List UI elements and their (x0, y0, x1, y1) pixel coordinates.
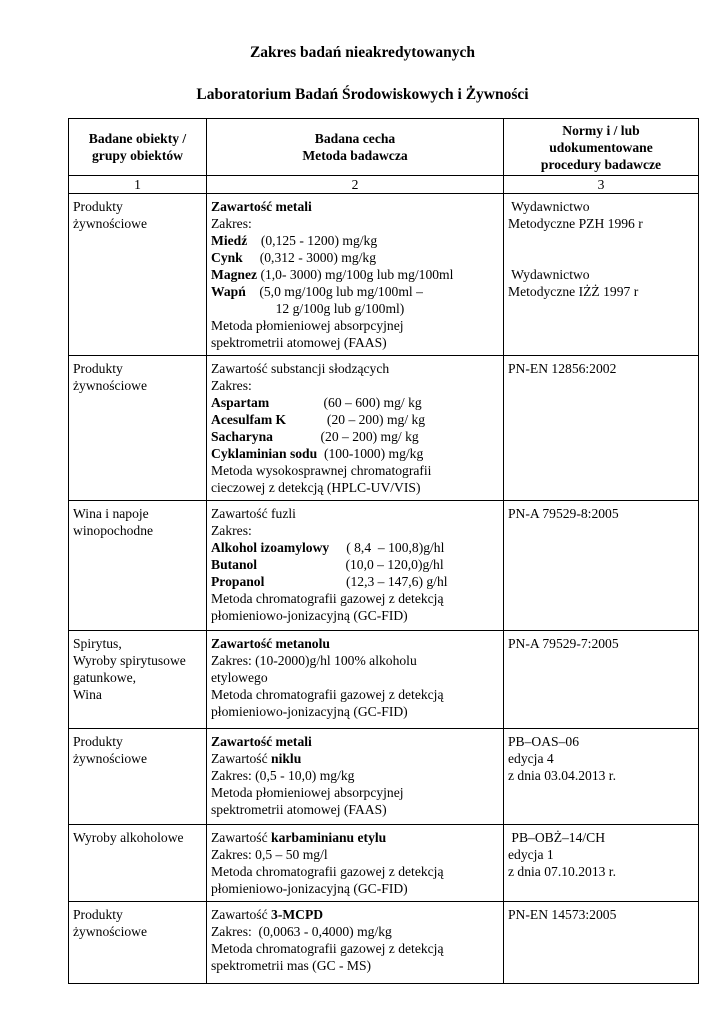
feature-line (211, 411, 499, 428)
object-line: żywnościowe (73, 216, 147, 231)
feature-line (211, 198, 499, 215)
feature-bold-text: Butanol (211, 557, 258, 572)
feature-line (211, 317, 499, 334)
feature-line (211, 428, 499, 445)
feature-cell (207, 356, 504, 501)
column-number-row (69, 176, 699, 194)
feature-bold-text: Zawartość metanolu (211, 636, 330, 651)
feature-text: Zawartość substancji słodzących (211, 361, 390, 376)
object-line: Produkty (73, 199, 123, 214)
feature-bold-text: Propanol (211, 574, 265, 589)
feature-text: (1,0- 3000) mg/100g lub mg/100ml (257, 267, 454, 282)
feature-text: Zakres: (0,5 - 10,0) mg/kg (211, 768, 355, 783)
object-line: winopochodne (73, 523, 154, 538)
feature-text: Zakres: (0,0063 - 0,4000) mg/kg (211, 924, 392, 939)
column-number: 1 (69, 176, 207, 194)
column-number: 3 (504, 176, 699, 194)
feature-text: płomieniowo-jonizacyjną (GC-FID) (211, 704, 408, 719)
feature-line (211, 590, 499, 607)
feature-bold-text: Aspartam (211, 395, 270, 410)
header-objects-line1: Badane obiekty / (88, 131, 187, 146)
object-line: Produkty (73, 361, 123, 376)
norm-line: Metodyczne PZH 1996 r (508, 216, 643, 231)
norm-line: z dnia 03.04.2013 r. (508, 768, 616, 783)
object-line: Produkty (73, 734, 123, 749)
norm-cell (504, 501, 699, 631)
norm-line: PB–OBŻ–14/CH (508, 830, 606, 845)
feature-text: płomieniowo-jonizacyjną (GC-FID) (211, 608, 408, 623)
norm-cell (504, 825, 699, 902)
norm-spacer (508, 249, 692, 266)
feature-bold-text: Alkohol izoamylowy (211, 540, 330, 555)
table-row (69, 501, 699, 631)
table-row (69, 729, 699, 825)
feature-bold-text: 3-MCPD (271, 907, 324, 922)
feature-text: Zawartość (211, 907, 272, 922)
feature-line (211, 880, 499, 897)
feature-line (211, 505, 499, 522)
feature-text: Metoda chromatografii gazowej z detekcją (211, 941, 444, 956)
object-line: żywnościowe (73, 751, 147, 766)
norm-cell (504, 729, 699, 825)
feature-line (211, 539, 499, 556)
object-cell (69, 729, 207, 825)
feature-bold-text: Zawartość metali (211, 734, 312, 749)
feature-line (211, 733, 499, 750)
feature-bold-text: Cynk (211, 250, 243, 265)
header-norms (504, 119, 699, 176)
feature-text: Zakres: (10-2000)g/hl 100% alkoholu (211, 653, 417, 668)
table-header-row (69, 119, 699, 176)
table-row (69, 631, 699, 729)
norm-line: PN-EN 12856:2002 (508, 361, 617, 376)
feature-line (211, 283, 499, 300)
scope-table (68, 118, 699, 984)
feature-cell (207, 729, 504, 825)
norm-line: PB–OAS–06 (508, 734, 580, 749)
feature-line (211, 445, 499, 462)
feature-text: Zawartość (211, 830, 272, 845)
norm-line: z dnia 07.10.2013 r. (508, 864, 616, 879)
object-cell (69, 194, 207, 356)
feature-line (211, 784, 499, 801)
feature-text: Zakres: (211, 216, 252, 231)
feature-text: ( 8,4 – 100,8)g/hl (329, 540, 445, 555)
object-cell (69, 501, 207, 631)
document-subtitle: Laboratorium Badań Środowiskowych i Żywności (196, 86, 529, 103)
feature-text: (12,3 – 147,6) g/hl (264, 574, 448, 589)
feature-cell (207, 501, 504, 631)
feature-line (211, 801, 499, 818)
feature-text: (5,0 mg/100g lub mg/100ml – (245, 284, 423, 299)
feature-text: (0,312 - 3000) mg/kg (242, 250, 377, 265)
norm-line: PN-A 79529-7:2005 (508, 636, 619, 651)
feature-text: Zawartość (211, 751, 272, 766)
feature-text: (60 – 600) mg/ kg (269, 395, 422, 410)
feature-line (211, 522, 499, 539)
header-objects (69, 119, 207, 176)
header-norms-line2: udokumentowane (549, 139, 653, 155)
feature-text: Metoda wysokosprawnej chromatografii (211, 463, 432, 478)
feature-line (211, 607, 499, 624)
object-line: Wina (73, 687, 102, 702)
feature-line (211, 232, 499, 249)
feature-line (211, 703, 499, 720)
feature-line (211, 686, 499, 703)
feature-text: spektrometrii atomowej (FAAS) (211, 802, 387, 817)
feature-text: Metoda płomieniowej absorpcyjnej (211, 785, 404, 800)
header-feature-line1: Badana cecha (314, 131, 396, 146)
feature-bold-text: Cyklaminian sodu (211, 446, 318, 461)
table-row (69, 356, 699, 501)
feature-line (211, 829, 499, 846)
header-objects-line2: grupy obiektów (91, 148, 183, 163)
feature-bold-text: karbaminianu etylu (271, 830, 387, 845)
feature-text: spektrometrii mas (GC - MS) (211, 958, 372, 973)
norm-cell (504, 902, 699, 984)
table-row (69, 825, 699, 902)
norm-line: edycja 1 (508, 847, 554, 862)
feature-text: spektrometrii atomowej (FAAS) (211, 335, 387, 350)
feature-line (211, 300, 499, 317)
feature-text: (20 – 200) mg/ kg (286, 412, 426, 427)
feature-text: Zakres: (211, 523, 252, 538)
object-line: Wyroby spirytusowe (73, 653, 186, 668)
feature-text: etylowego (211, 670, 268, 685)
feature-bold-text: Wapń (211, 284, 246, 299)
feature-cell (207, 902, 504, 984)
feature-line (211, 377, 499, 394)
feature-line (211, 957, 499, 974)
feature-text: cieczowej z detekcją (HPLC-UV/VIS) (211, 480, 421, 495)
object-line: Produkty (73, 907, 123, 922)
feature-line (211, 767, 499, 784)
feature-line (211, 215, 499, 232)
feature-text: Metoda chromatografii gazowej z detekcją (211, 687, 444, 702)
norm-spacer (508, 232, 692, 249)
norm-line: Wydawnictwo (508, 267, 590, 282)
object-cell (69, 902, 207, 984)
feature-line (211, 863, 499, 880)
feature-line (211, 635, 499, 652)
table-row (69, 902, 699, 984)
feature-text: (10,0 – 120,0)g/hl (257, 557, 444, 572)
column-number: 2 (207, 176, 504, 194)
object-cell (69, 631, 207, 729)
feature-cell (207, 631, 504, 729)
norm-line: Metodyczne IŻŻ 1997 r (508, 284, 639, 299)
object-cell (69, 356, 207, 501)
feature-text: Metoda chromatografii gazowej z detekcją (211, 864, 444, 879)
feature-line (211, 940, 499, 957)
feature-line (211, 266, 499, 283)
norm-line: edycja 4 (508, 751, 554, 766)
feature-cell (207, 194, 504, 356)
norm-cell (504, 631, 699, 729)
feature-bold-text: niklu (271, 751, 302, 766)
feature-text: Zakres: (211, 378, 252, 393)
feature-cell (207, 825, 504, 902)
feature-text: Zakres: 0,5 – 50 mg/l (211, 847, 328, 862)
object-line: żywnościowe (73, 378, 147, 393)
feature-line (211, 923, 499, 940)
object-cell (69, 825, 207, 902)
feature-line (211, 394, 499, 411)
feature-line (211, 652, 499, 669)
header-feature (207, 119, 504, 176)
object-line: Wina i napoje (73, 506, 149, 521)
feature-bold-text: Sacharyna (211, 429, 273, 444)
object-line: żywnościowe (73, 924, 147, 939)
table-row (69, 194, 699, 356)
feature-line (211, 846, 499, 863)
feature-text: Metoda chromatografii gazowej z detekcją (211, 591, 444, 606)
feature-line (211, 249, 499, 266)
norm-line: Wydawnictwo (508, 199, 590, 214)
feature-line (211, 462, 499, 479)
norm-line: PN-A 79529-8:2005 (508, 506, 619, 521)
feature-text: (100-1000) mg/kg (317, 446, 424, 461)
header-feature-line2: Metoda badawcza (302, 148, 408, 163)
feature-bold-text: Miedź (211, 233, 248, 248)
header-norms-line1: Normy i / lub (562, 122, 640, 138)
feature-text: Zawartość fuzli (211, 506, 296, 521)
norm-cell (504, 356, 699, 501)
feature-line (211, 360, 499, 377)
feature-text: płomieniowo-jonizacyjną (GC-FID) (211, 881, 408, 896)
feature-text: Metoda płomieniowej absorpcyjnej (211, 318, 404, 333)
object-line: gatunkowe, (73, 670, 137, 685)
feature-bold-text: Zawartość metali (211, 199, 312, 214)
object-line: Wyroby alkoholowe (73, 830, 184, 845)
feature-text: (20 – 200) mg/ kg (272, 429, 419, 444)
feature-line (211, 750, 499, 767)
norm-cell (504, 194, 699, 356)
feature-text: 12 g/100g lub g/100ml) (211, 301, 405, 316)
feature-line (211, 669, 499, 686)
feature-text: (0,125 - 1200) mg/kg (247, 233, 378, 248)
feature-line (211, 334, 499, 351)
feature-line (211, 479, 499, 496)
feature-line (211, 556, 499, 573)
feature-bold-text: Acesulfam K (211, 412, 287, 427)
feature-line (211, 906, 499, 923)
norm-line: PN-EN 14573:2005 (508, 907, 617, 922)
document-title: Zakres badań nieakredytowanych (249, 44, 476, 61)
header-norms-line3: procedury badawcze (540, 156, 662, 172)
object-line: Spirytus, (73, 636, 122, 651)
feature-line (211, 573, 499, 590)
feature-bold-text: Magnez (211, 267, 258, 282)
